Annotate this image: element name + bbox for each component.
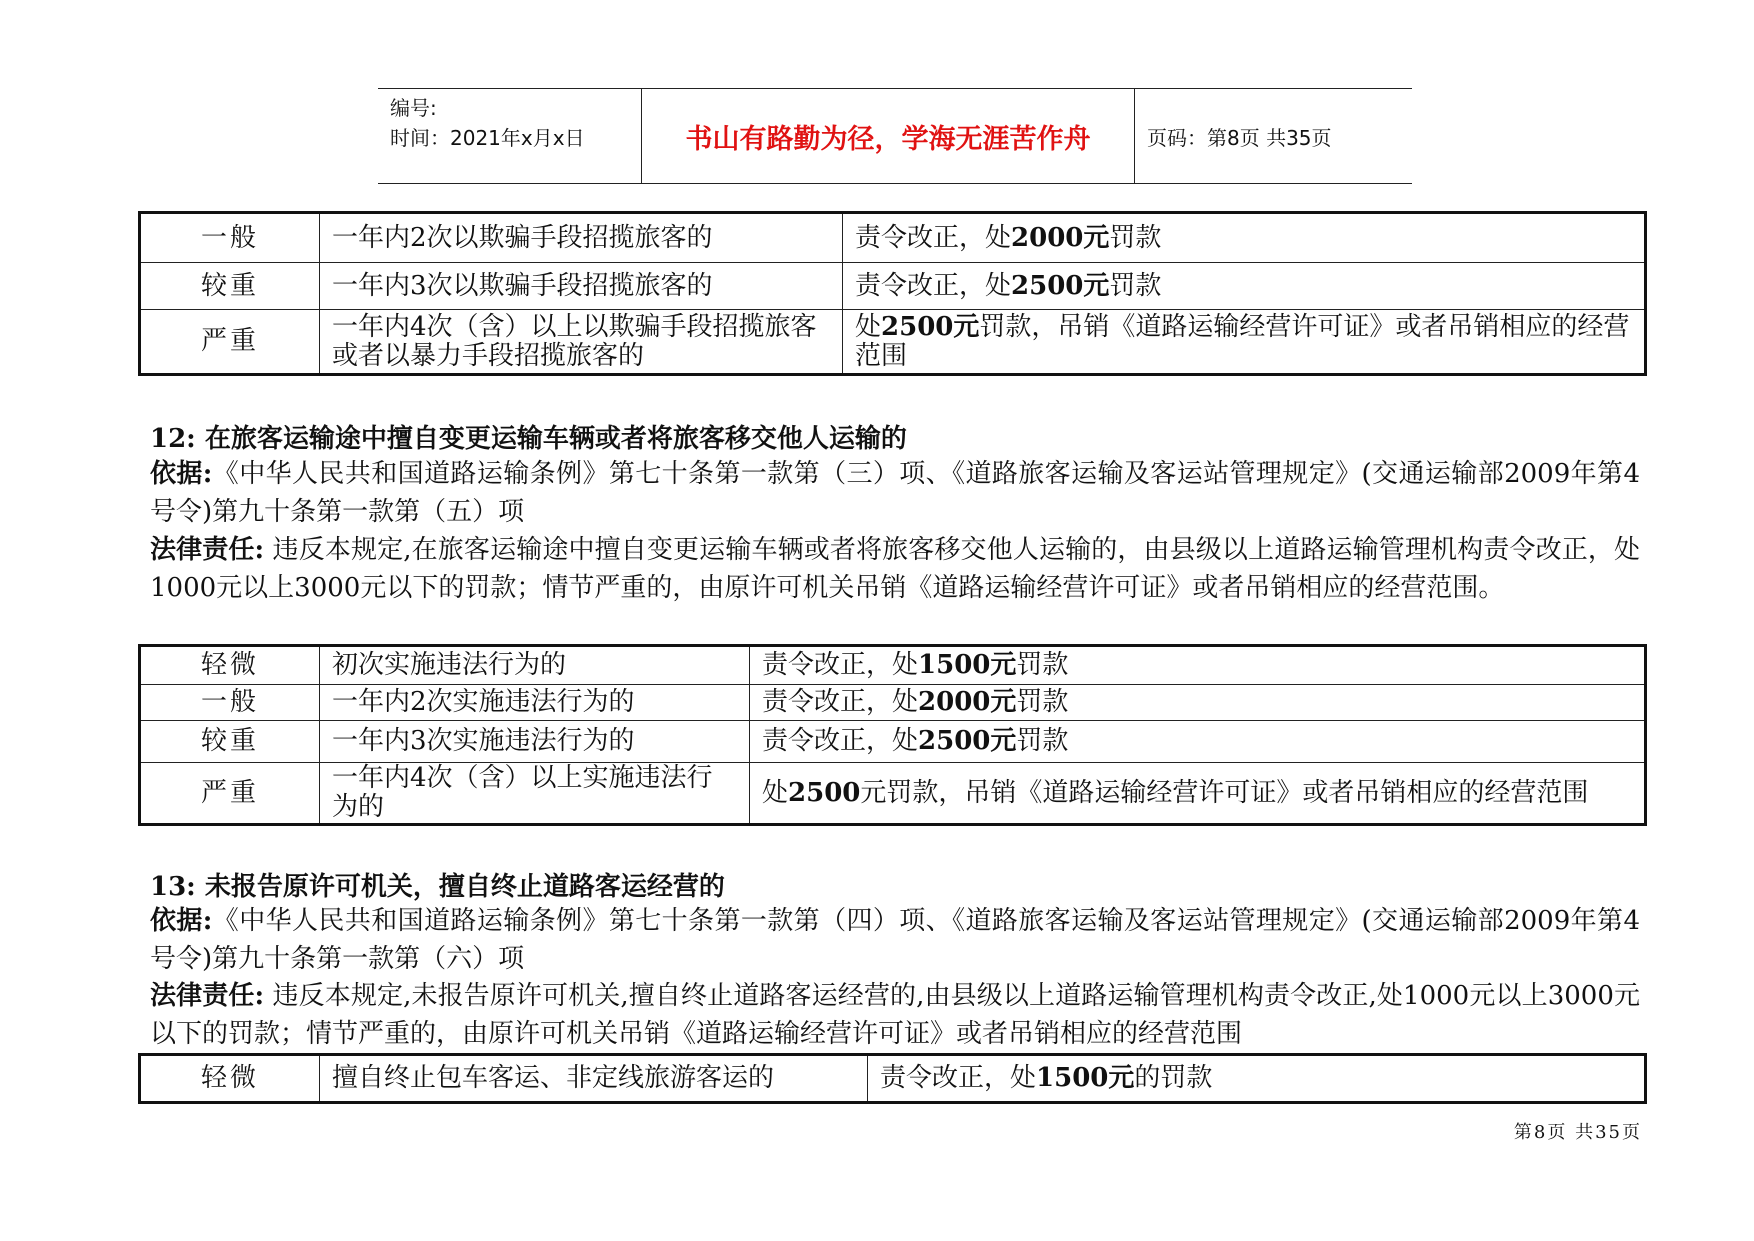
page-footer: 第8页 共35页 (1513, 1122, 1642, 1143)
penalty-cell: 责令改正，处2000元罚款 (843, 213, 1646, 263)
penalty-cell: 责令改正，处2500元罚款 (843, 263, 1646, 310)
condition-cell: 初次实施违法行为的 (320, 646, 750, 685)
header-page-info: 页码：第8页 共35页 (1147, 125, 1332, 150)
level-cell: 一般 (140, 685, 320, 721)
section-12-title: 12: 在旅客运输途中擅自变更运输车辆或者将旅客移交他人运输的 (150, 424, 907, 454)
penalty-cell: 处2500元罚款，吊销《道路运输经营许可证》或者吊销相应的经营范围 (750, 763, 1646, 825)
penalty-cell: 责令改正，处1500元的罚款 (868, 1055, 1646, 1103)
table-row (140, 263, 1646, 310)
condition-cell: 一年内3次以欺骗手段招揽旅客的 (320, 263, 843, 310)
condition-cell: 一年内2次以欺骗手段招揽旅客的 (320, 213, 843, 263)
condition-cell: 一年内3次实施违法行为的 (320, 721, 750, 763)
penalty-cell: 责令改正，处2500元罚款 (750, 721, 1646, 763)
table-row (140, 763, 1646, 825)
penalty-cell: 责令改正，处1500元罚款 (750, 646, 1646, 685)
table-row (140, 310, 1646, 375)
level-cell: 较重 (140, 721, 320, 763)
header-meta (378, 89, 642, 183)
penalty-table-13 (138, 1053, 1647, 1104)
section-13-basis: 依据:《中华人民共和国道路运输条例》第七十条第一款第（四）项、《道路旅客运输及客运站管理规定》(交通运输部2009年第4号令)第九十条第一款第（六）项 (150, 906, 1640, 974)
time-label: 时间：2021年x月x日 (390, 126, 585, 150)
section-12-basis: 依据:《中华人民共和国道路运输条例》第七十条第一款第（三）项、《道路旅客运输及客运站管理规定》(交通运输部2009年第4号令)第九十条第一款第（五）项 (150, 459, 1640, 527)
penalty-table-11 (138, 211, 1647, 376)
condition-cell: 一年内4次（含）以上实施违法行为的 (320, 763, 750, 825)
header-motto: 书山有路勤为径，学海无涯苦作舟 (642, 89, 1135, 183)
level-cell: 严重 (140, 310, 320, 375)
table-row (140, 721, 1646, 763)
level-cell: 严重 (140, 763, 320, 825)
penalty-cell: 处2500元罚款，吊销《道路运输经营许可证》或者吊销相应的经营范围 (843, 310, 1646, 375)
section-13-liability: 法律责任: 违反本规定,未报告原许可机关,擅自终止道路客运经营的,由县级以上道路运输管理机构责令改正,处1000元以上3000元以下的罚款；情节严重的，由原许可机关吊销《道路运输经营许可证》或者吊销相应的经营范围 (150, 981, 1640, 1049)
section-12-liability: 法律责任: 违反本规定,在旅客运输途中擅自变更运输车辆或者将旅客移交他人运输的，由县级以上道路运输管理机构责令改正，处1000元以上3000元以下的罚款；情节严重的，由原许可机关吊销《道路运输经营许可证》或者吊销相应的经营范围。 (150, 535, 1640, 603)
condition-cell: 一年内4次（含）以上以欺骗手段招揽旅客或者以暴力手段招揽旅客的 (320, 310, 843, 375)
condition-cell: 一年内2次实施违法行为的 (320, 685, 750, 721)
penalty-table-12 (138, 644, 1647, 826)
table-row (140, 213, 1646, 263)
penalty-cell: 责令改正，处2000元罚款 (750, 685, 1646, 721)
table-row (140, 646, 1646, 685)
page-header (378, 88, 1412, 184)
level-cell: 轻微 (140, 1055, 320, 1103)
level-cell: 一般 (140, 213, 320, 263)
table-row (140, 685, 1646, 721)
level-cell: 较重 (140, 263, 320, 310)
level-cell: 轻微 (140, 646, 320, 685)
number-label: 编号: (390, 96, 437, 120)
table-row (140, 1055, 1646, 1103)
condition-cell: 擅自终止包车客运、非定线旅游客运的 (320, 1055, 868, 1103)
section-13-title: 13: 未报告原许可机关，擅自终止道路客运经营的 (150, 872, 725, 902)
